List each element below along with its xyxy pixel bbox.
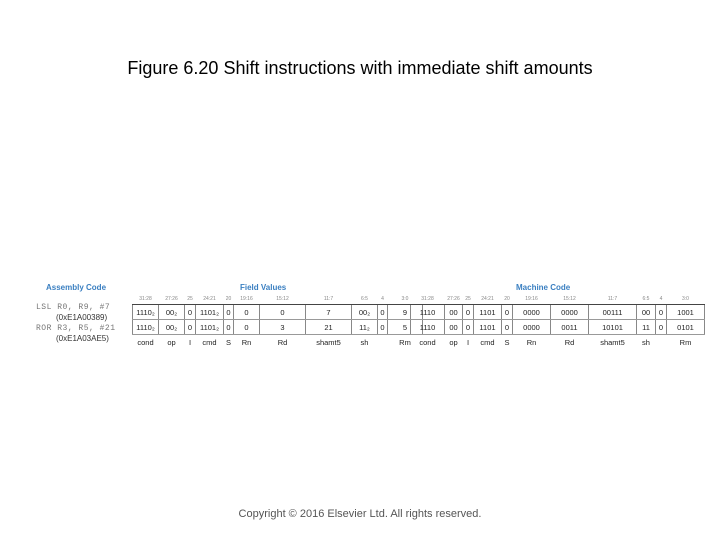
field-cell: 1101₂ [196, 305, 224, 320]
field-label: Rd [277, 337, 288, 347]
field-label: I [466, 337, 470, 347]
field-cell: 7 [306, 305, 352, 320]
machine-cell: 1110 [411, 305, 445, 320]
machine-cell: 1110 [411, 320, 445, 335]
bit-range: 27:26 [159, 294, 185, 305]
machine-cell: 0 [656, 305, 667, 320]
field-label: cmd [480, 337, 495, 347]
machine-cell: 10101 [589, 320, 637, 335]
bit-range: 11:7 [589, 294, 637, 305]
bit-range: 6:5 [637, 294, 656, 305]
field-label: Rn [241, 337, 252, 347]
field-label [378, 335, 388, 350]
field-cell: 00₂ [159, 305, 185, 320]
machine-cell: 00 [445, 320, 463, 335]
field-cell: 1110₂ [133, 305, 159, 320]
machine-code-table [410, 294, 705, 349]
machine-cell: 1101 [474, 320, 502, 335]
field-cell: 3 [260, 320, 306, 335]
machine-label-row [411, 335, 705, 350]
field-label: Rn [526, 337, 537, 347]
bit-range: 4 [656, 294, 667, 305]
assembly-instruction: LSL R0, R9, #7 [36, 303, 111, 312]
field-cell: 0 [378, 320, 388, 335]
machine-cell: 0000 [513, 305, 551, 320]
machine-cell: 0 [463, 305, 474, 320]
field-cell: 9 [388, 305, 423, 320]
machine-cell: 0 [463, 320, 474, 335]
field-label: cmd [202, 337, 217, 347]
bit-range: 31:28 [411, 294, 445, 305]
field-label: I [188, 337, 192, 347]
assembly-hex: (0xE1A03AE5) [56, 334, 109, 343]
field-values-header: Field Values [240, 283, 287, 292]
field-cell: 0 [234, 320, 260, 335]
field-cell: 21 [306, 320, 352, 335]
field-values-row [133, 320, 423, 335]
bit-range: 25 [185, 294, 196, 305]
figure-title: Figure 6.20 Shift instructions with immediate shift amounts [127, 58, 593, 78]
bit-range: 4 [378, 294, 388, 305]
assembly-code-header: Assembly Code [46, 283, 107, 292]
bit-range: 6:5 [352, 294, 378, 305]
field-label: shamt5 [316, 337, 341, 347]
machine-cell: 1001 [667, 305, 705, 320]
machine-cell: 0101 [667, 320, 705, 335]
machine-cell: 0 [656, 320, 667, 335]
machine-cell: 0 [502, 305, 513, 320]
bit-range: 3:0 [388, 294, 423, 305]
machine-cell: 11 [637, 320, 656, 335]
machine-cell: 0000 [551, 305, 589, 320]
machine-cell: 00111 [589, 305, 637, 320]
field-label: shamt5 [600, 337, 625, 347]
field-label: S [504, 337, 510, 347]
field-cell: 0 [224, 320, 234, 335]
field-label: sh [360, 337, 369, 347]
machine-cell: 00 [445, 305, 463, 320]
field-cell: 0 [185, 305, 196, 320]
bit-range: 3:0 [667, 294, 705, 305]
field-cell: 1101₂ [196, 320, 224, 335]
field-label-row [133, 335, 423, 350]
assembly-hex: (0xE1A00389) [56, 313, 108, 322]
field-label: S [225, 337, 231, 347]
field-cell: 0 [260, 305, 306, 320]
copyright-footer: Copyright © 2016 Elsevier Ltd. All rights reserved. [238, 508, 482, 520]
field-label: cond [137, 337, 154, 347]
bit-range: 11:7 [306, 294, 352, 305]
field-cell: 0 [234, 305, 260, 320]
bit-range: 20 [224, 294, 234, 305]
field-label: op [167, 337, 176, 347]
machine-cell: 00 [637, 305, 656, 320]
bit-range-row [133, 294, 423, 305]
bit-range: 20 [502, 294, 513, 305]
field-cell: 1110₂ [133, 320, 159, 335]
bit-range: 19:16 [513, 294, 551, 305]
bit-range: 24:21 [474, 294, 502, 305]
machine-cell: 0011 [551, 320, 589, 335]
field-cell: 5 [388, 320, 423, 335]
assembly-instruction: ROR R3, R5, #21 [36, 324, 116, 333]
field-label: Rm [679, 337, 692, 347]
machine-code-row [411, 320, 705, 335]
bit-range: 19:16 [234, 294, 260, 305]
field-label [656, 335, 667, 350]
field-values-row [133, 305, 423, 320]
bit-range: 24:21 [196, 294, 224, 305]
bit-range: 25 [463, 294, 474, 305]
machine-code-header: Machine Code [516, 283, 571, 292]
field-label: Rm [399, 337, 411, 347]
bit-range: 15:12 [260, 294, 306, 305]
bit-range: 27:26 [445, 294, 463, 305]
machine-cell: 1101 [474, 305, 502, 320]
field-cell: 0 [185, 320, 196, 335]
bit-range-row [411, 294, 705, 305]
machine-cell: 0000 [513, 320, 551, 335]
field-cell: 0 [378, 305, 388, 320]
field-values-table [132, 294, 423, 349]
field-cell: 00₂ [159, 320, 185, 335]
bit-range: 15:12 [551, 294, 589, 305]
field-label: op [449, 337, 458, 347]
field-label: sh [642, 337, 650, 347]
machine-cell: 0 [502, 320, 513, 335]
field-label: Rd [564, 337, 575, 347]
field-cell: 11₂ [352, 320, 378, 335]
field-label: cond [419, 337, 436, 347]
bit-range: 31:28 [133, 294, 159, 305]
field-cell: 0 [224, 305, 234, 320]
field-cell: 00₂ [352, 305, 378, 320]
machine-code-row [411, 305, 705, 320]
